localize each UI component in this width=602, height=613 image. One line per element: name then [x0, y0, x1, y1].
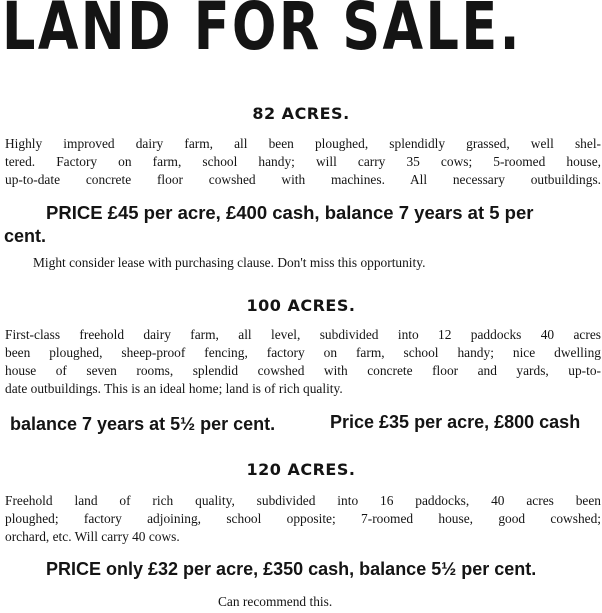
listing-1-heading: 82 ACRES.: [252, 104, 350, 123]
listing-1-line-1: Highly improved dairy farm, all been ploughed, splendidly grassed, well shel-: [5, 136, 601, 151]
listing-2-line-2: been ploughed, sheep-proof fencing, factory on farm, school handy; nice dwelling: [5, 345, 601, 360]
listing-2-line-3: house of seven rooms, splendid cowshed with concrete floor and yards, up-to-: [5, 363, 601, 378]
listing-2-price-right: Price £35 per acre, £800 cash: [330, 412, 581, 432]
listing-3-price: PRICE only £32 per acre, £350 cash, balance 5½ per cent.: [46, 559, 537, 579]
listing-2-price-left: balance 7 years at 5½ per cent.: [10, 414, 276, 434]
listing-1-line-3: up-to-date concrete floor cowshed with machines. All necessary outbuildings.: [5, 172, 601, 187]
listing-3-line-1: Freehold land of rich quality, subdivided into 16 paddocks, 40 acres been: [5, 493, 601, 508]
listing-2-line-1: First-class freehold dairy farm, all level, subdivided into 12 paddocks 40 acres: [5, 327, 601, 342]
headline: LAND FOR SALE.: [2, 0, 522, 65]
listing-1-price-cont: cent.: [4, 226, 47, 246]
listing-3-line-2: ploughed; factory adjoining, school opposite; 7-roomed house, good cowshed;: [5, 511, 601, 526]
listing-3-note: Can recommend this.: [218, 594, 333, 609]
listing-3-heading: 120 ACRES.: [246, 460, 356, 479]
listing-2-heading: 100 ACRES.: [246, 296, 356, 315]
listing-1-line-2: tered. Factory on farm, school handy; will carry 35 cows; 5-roomed house,: [5, 154, 601, 169]
listing-2-line-4: date outbuildings. This is an ideal home; land is of rich quality.: [5, 381, 343, 396]
listing-1-note: Might consider lease with purchasing clause. Don't miss this opportunity.: [33, 255, 426, 270]
listing-3-line-3: orchard, etc. Will carry 40 cows.: [5, 529, 180, 544]
listing-1-price: PRICE £45 per acre, £400 cash, balance 7 years at 5 per: [46, 202, 534, 223]
